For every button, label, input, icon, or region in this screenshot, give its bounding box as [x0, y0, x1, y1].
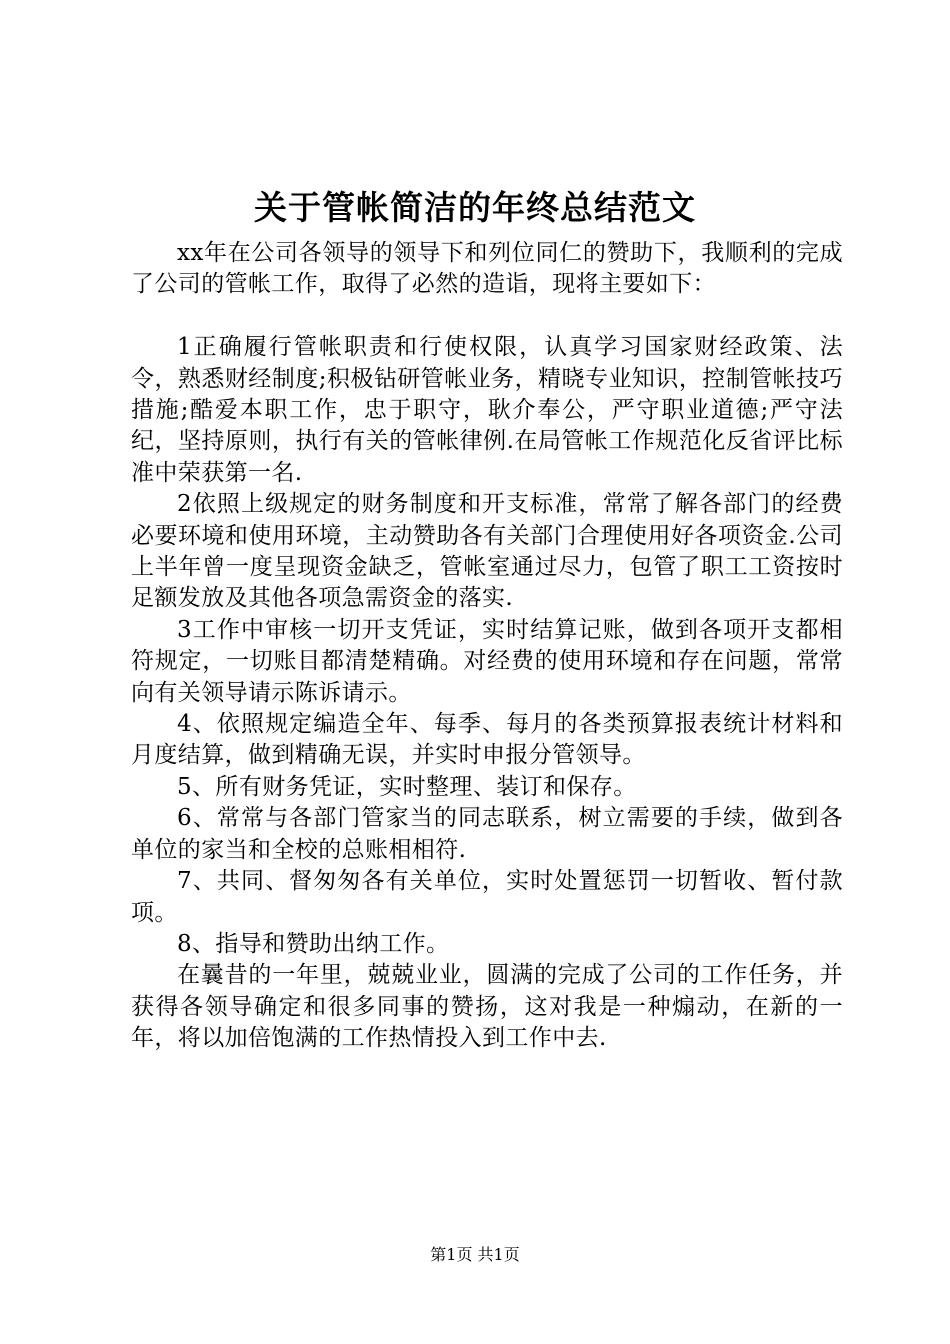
document-body — [131, 238, 843, 1055]
item-paragraph-5: 5、所有财务凭证，实时整理、装订和保存。 — [177, 773, 637, 800]
item-paragraph-7: 7、共同、督匆匆各有关单位，实时处置惩罚一切暂收、暂付款项。 — [131, 868, 843, 926]
document-title: 关于管帐简洁的年终总结范文 — [254, 188, 696, 227]
item-paragraph-2: 2依照上级规定的财务制度和开支标准，常常了解各部门的经费必要环境和使用环境，主动赞助各有关部门合理使用好各项资金.公司上半年曾一度呈现资金缺乏，管帐室通过尽力，包管了职工工资按时足额发放及其他各项急需资金的落实. — [131, 491, 843, 612]
item-paragraph-6: 6、常常与各部门管家当的同志联系，树立需要的手续，做到各单位的家当和全校的总账相相符. — [131, 805, 843, 863]
page-footer: 第1页 共1页 — [430, 1245, 520, 1264]
item-paragraph-1: 1正确履行管帐职责和行使权限，认真学习国家财经政策、法令，熟悉财经制度;积极钻研管帐业务，精晓专业知识，控制管帐技巧措施;酷爱本职工作，忠于职守，耿介奉公，严守职业道德;严守法纪，坚持原则，执行有关的管帐律例.在局管帐工作规范化反省评比标准中荣获第一名. — [131, 334, 843, 486]
intro-paragraph: xx年在公司各领导的领导下和列位同仁的赞助下，我顺利的完成了公司的管帐工作，取得了必然的造诣，现将主要如下： — [131, 240, 843, 298]
closing-paragraph: 在曩昔的一年里，兢兢业业，圆满的完成了公司的工作任务，并获得各领导确定和很多同事的赞扬，这对我是一种煽动，在新的一年，将以加倍饱满的工作热情投入到工作中去. — [131, 962, 843, 1052]
item-paragraph-3: 3工作中审核一切开支凭证，实时结算记账，做到各项开支都相符规定，一切账目都清楚精确。对经费的使用环境和存在问题，常常向有关领导请示陈诉请示。 — [131, 616, 843, 706]
item-paragraph-8: 8、指导和赞助出纳工作。 — [177, 930, 450, 957]
item-paragraph-4: 4、依照规定编造全年、每季、每月的各类预算报表统计材料和月度结算，做到精确无误，并实时申报分管领导。 — [131, 711, 843, 769]
